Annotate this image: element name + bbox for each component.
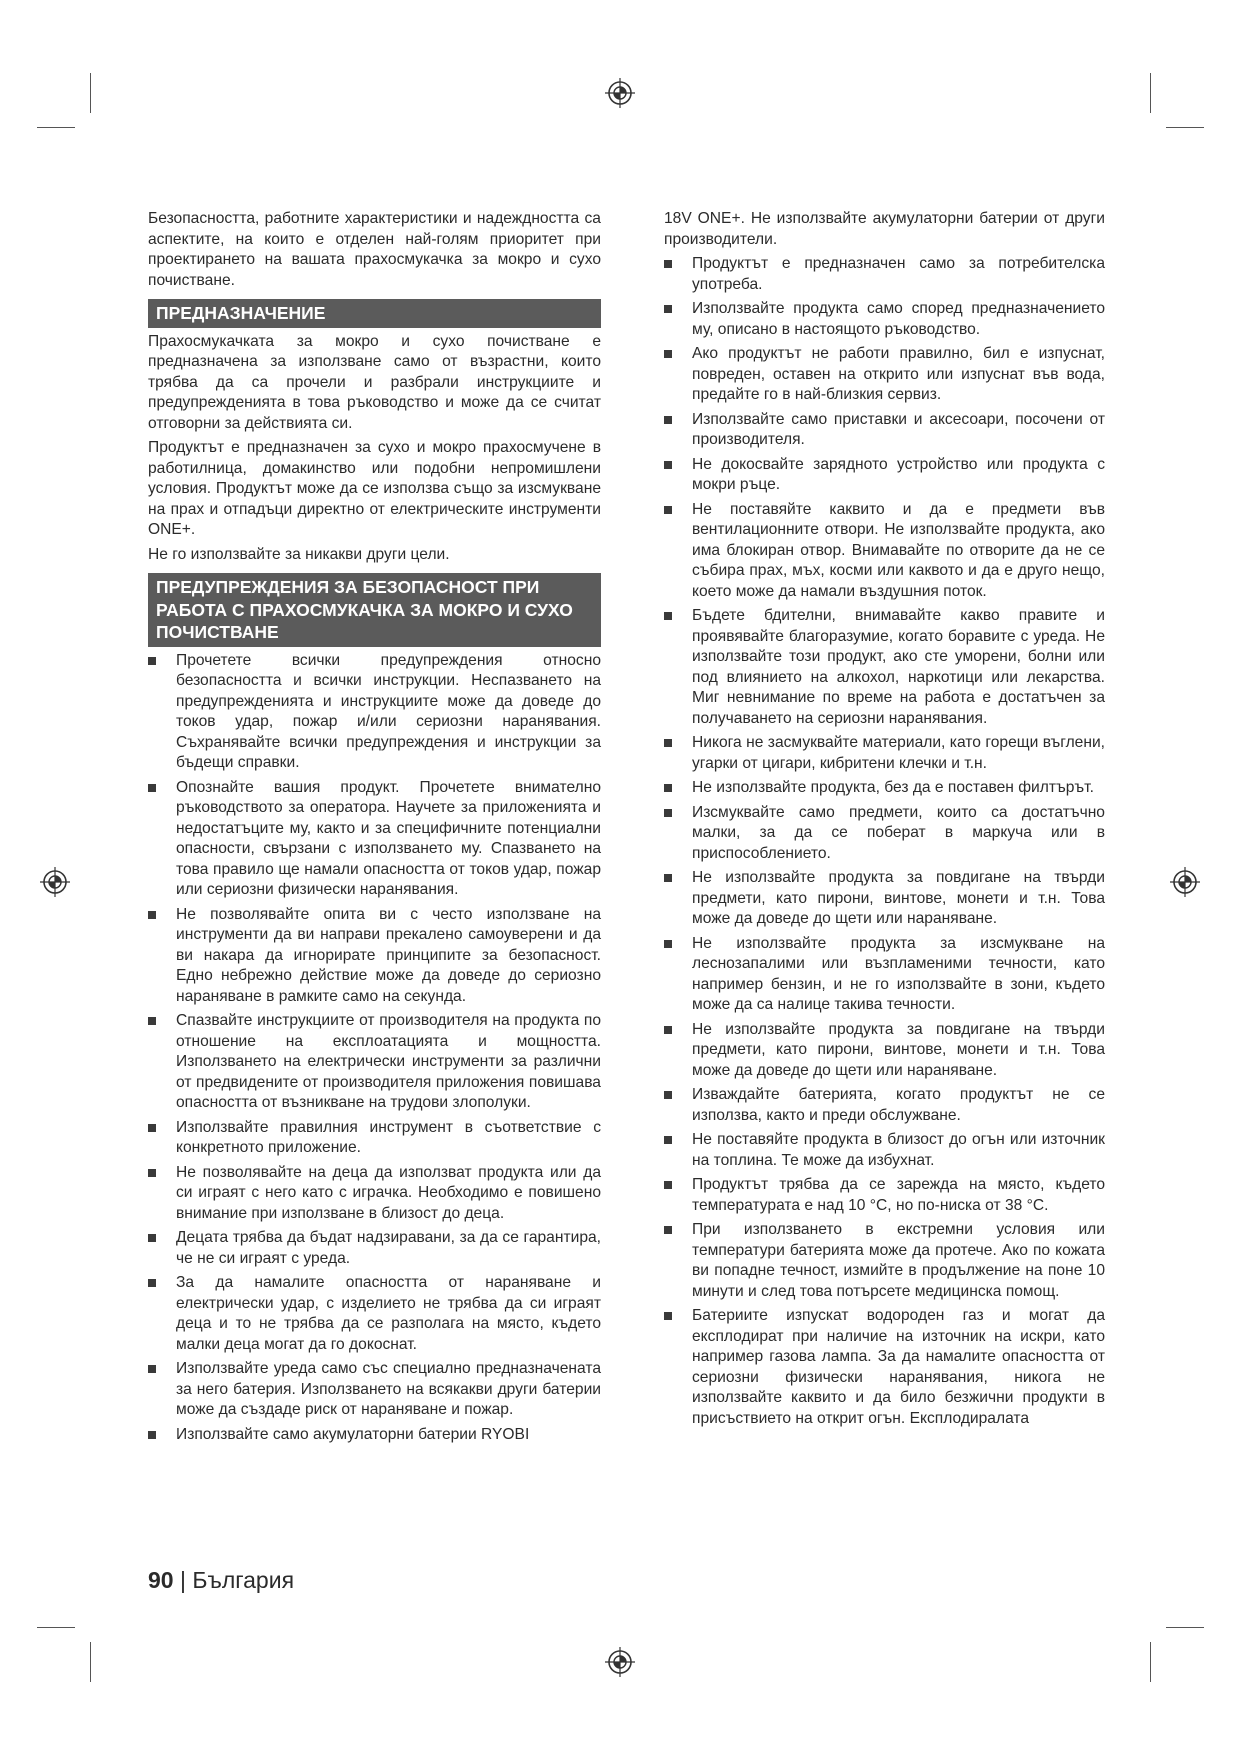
warnings-list-continued	[664, 254, 1105, 1429]
square-bullet-icon	[664, 1312, 672, 1320]
list-item: Никога не засмуквайте материали, като горещи въглени, угарки от цигари, кибритени клечки и т.н.	[664, 733, 1105, 774]
list-item: Бъдете бдителни, внимавайте какво правите и проявявайте благоразумие, когато боравите с уреда. Не използвайте този продукт, ако сте уморени, болни или под влиянието на алкохол, наркотици или лекарства. Миг невнимание по време на работа е достатъчен за получаването на сериозни наранявания.	[664, 606, 1105, 729]
list-item: Използвайте уреда само със специално предназначената за него батерия. Използването на всякакви други батерии може да създаде риск от нараняване и пожар.	[148, 1359, 601, 1421]
square-bullet-icon	[664, 1226, 672, 1234]
list-item: Използвайте само акумулаторни батерии RYOBI	[148, 1425, 601, 1446]
square-bullet-icon	[664, 260, 672, 268]
square-bullet-icon	[664, 305, 672, 313]
square-bullet-icon	[664, 506, 672, 514]
list-item: Не използвайте продукта за повдигане на твърди предмети, като пирони, винтове, монети и т.н. Това може да доведе до щети или нараняване.	[664, 868, 1105, 930]
list-item: Използвайте правилния инструмент в съответствие с конкретното приложение.	[148, 1118, 601, 1159]
registration-mark-left-icon	[40, 867, 70, 897]
list-item: Батериите изпускат водороден газ и могат да експлодират при наличие на източник на искри, като например газова лампа. За да намалите опасността от сериозни физически наранявания, никога не използвайте каквито и да било безжични продукти в присъствието на открит огън. Експлодиралата	[664, 1306, 1105, 1429]
square-bullet-icon	[664, 739, 672, 747]
list-item: Спазвайте инструкциите от производителя на продукта по отношение на експлоатацията и мощността. Използването на електрически инструменти за различни от предвидените от производителя приложения повишава опасността от възникване на трудови злополуки.	[148, 1011, 601, 1114]
square-bullet-icon	[148, 911, 156, 919]
crop-mark-bottom-right-vertical	[1150, 1642, 1151, 1682]
list-item: Децата трябва да бъдат надзиравани, за да се гарантира, че не си играят с уреда.	[148, 1228, 601, 1269]
square-bullet-icon	[148, 1431, 156, 1439]
crop-mark-top-left-horizontal	[37, 127, 75, 128]
list-item: Прочетете всички предупреждения относно безопасността и всички инструкции. Неспазването на предупрежденията и инструкциите може да доведе до токов удар, пожар и/или сериозни наранявания. Съхранявайте всички предупреждения и инструкции за бъдещи справки.	[148, 651, 601, 774]
purpose-paragraph: Не го използвайте за никакви други цели.	[148, 545, 450, 563]
list-item: Използвайте само приставки и аксесоари, посочени от производителя.	[664, 410, 1105, 451]
purpose-paragraph: Прахосмукачката за мокро и сухо почистване е предназначена за използване само от възрастни, които трябва да са прочели и разбрали инструкциите и предупрежденията в това ръководство и може да се считат отговорни за действията си.	[148, 332, 601, 432]
registration-mark-top-icon	[605, 78, 635, 108]
square-bullet-icon	[664, 874, 672, 882]
crop-mark-top-right-vertical	[1150, 73, 1151, 113]
crop-mark-top-left-vertical	[90, 73, 91, 113]
warnings-heading: ПРЕДУПРЕЖДЕНИЯ ЗА БЕЗОПАСНОСТ ПРИ РАБОТА С ПРАХОСМУКАЧКА ЗА МОКРО И СУХО ПОЧИСТВАНЕ	[148, 573, 601, 647]
list-item: Продуктът трябва да се зарежда на място, където температурата е над 10 °C, но по-ниска от 38 °C.	[664, 1175, 1105, 1216]
square-bullet-icon	[664, 612, 672, 620]
square-bullet-icon	[148, 1279, 156, 1287]
square-bullet-icon	[148, 1365, 156, 1373]
page-footer	[148, 1566, 294, 1594]
square-bullet-icon	[664, 784, 672, 792]
list-item: Ако продуктът не работи правилно, бил е изпуснат, повреден, оставен на открито или изпуснат във вода, предайте го в най-близкия сервиз.	[664, 344, 1105, 406]
footer-separator: |	[179, 1567, 186, 1593]
crop-mark-bottom-left-horizontal	[37, 1627, 75, 1628]
warnings-list	[148, 651, 601, 1446]
square-bullet-icon	[664, 350, 672, 358]
registration-mark-right-icon	[1170, 867, 1200, 897]
square-bullet-icon	[664, 1026, 672, 1034]
square-bullet-icon	[664, 809, 672, 817]
list-item: Опознайте вашия продукт. Прочетете внимателно ръководството за оператора. Научете за приложенията и недостатъците му, както и за специфичните потенциални опасности, свързани с използването му. Спазването на това правило ще намали опасността от токов удар, пожар или сериозни физически наранявания.	[148, 778, 601, 901]
purpose-paragraph: Продуктът е предназначен за сухо и мокро прахосмучене в работилница, домакинство или подобни непромишлени условия. Продуктът може да се използва също за изсмукване на прах и отпадъци директно от електрическите инструменти ONE+.	[148, 439, 601, 538]
square-bullet-icon	[664, 940, 672, 948]
square-bullet-icon	[148, 657, 156, 665]
list-item: За да намалите опасността от нараняване и електрически удар, с изделието не трябва да си играят деца и то не трябва да се разполага на място, където малки деца могат да го докоснат.	[148, 1273, 601, 1355]
square-bullet-icon	[148, 1234, 156, 1242]
purpose-heading: ПРЕДНАЗНАЧЕНИЕ	[148, 299, 601, 328]
list-item: Изваждайте батерията, когато продуктът не се използва, както и преди обслужване.	[664, 1085, 1105, 1126]
list-item: Не поставяйте продукта в близост до огън или източник на топлина. Те може да избухнат.	[664, 1130, 1105, 1171]
list-item: Не използвайте продукта, без да е поставен филтърът.	[664, 778, 1105, 799]
continuation-paragraph: 18V ONE+. Не използвайте акумулаторни батерии от други производители.	[664, 210, 1105, 248]
list-item: Изсмуквайте само предмети, които са достатъчно малки, за да се поберат в маркуча или в приспособлението.	[664, 803, 1105, 865]
list-item: Не поставяйте каквито и да е предмети във вентилационните отвори. Не използвайте продукта, ако има блокиран отвор. Внимавайте по отворите да не се събира прах, мъх, косми или каквото и да е друго нещо, което може да намали въздушния поток.	[664, 500, 1105, 603]
right-column	[664, 209, 1105, 1433]
list-item: Не използвайте продукта за повдигане на твърди предмети, като пирони, винтове, монети и т.н. Това може да доведе до щети или нараняване.	[664, 1020, 1105, 1082]
list-item: Продуктът е предназначен само за потребителска употреба.	[664, 254, 1105, 295]
page-number: 90	[148, 1567, 174, 1593]
crop-mark-bottom-left-vertical	[90, 1642, 91, 1682]
footer-language: България	[192, 1567, 295, 1593]
square-bullet-icon	[664, 1136, 672, 1144]
left-column	[148, 209, 601, 1449]
list-item: Не позволявайте опита ви с често използване на инструменти да ви направи прекалено самоуверени и да ви накара да игнорирате принципите за безопасност. Едно небрежно действие може да доведе до сериозно нараняване в рамките само на секунда.	[148, 905, 601, 1008]
square-bullet-icon	[664, 1091, 672, 1099]
square-bullet-icon	[664, 461, 672, 469]
square-bullet-icon	[148, 1017, 156, 1025]
square-bullet-icon	[664, 1181, 672, 1189]
registration-mark-bottom-icon	[605, 1647, 635, 1677]
square-bullet-icon	[148, 784, 156, 792]
list-item: Не позволявайте на деца да използват продукта или да си играят с него като с играчка. Необходимо е повишено внимание при използване в близост до деца.	[148, 1163, 601, 1225]
list-item: Не използвайте продукта за изсмукване на леснозапалими или възпламеними течности, като например бензин, и не го използвайте в зони, където може да са налице такива течности.	[664, 934, 1105, 1016]
list-item: При използването в екстремни условия или температури батерията може да протече. Ако по кожата ви попадне течност, измийте в продължение на поне 10 минути и след това потърсете медицинска помощ.	[664, 1220, 1105, 1302]
intro-paragraph: Безопасността, работните характеристики и надеждността са аспектите, на които е отделен най-голям приоритет при проектирането на вашата прахосмукачка за мокро и сухо почистване.	[148, 210, 601, 289]
square-bullet-icon	[148, 1169, 156, 1177]
list-item: Използвайте продукта само според предназначението му, описано в настоящото ръководство.	[664, 299, 1105, 340]
list-item: Не докосвайте зарядното устройство или продукта с мокри ръце.	[664, 455, 1105, 496]
square-bullet-icon	[664, 416, 672, 424]
crop-mark-bottom-right-horizontal	[1166, 1627, 1204, 1628]
crop-mark-top-right-horizontal	[1166, 127, 1204, 128]
square-bullet-icon	[148, 1124, 156, 1132]
